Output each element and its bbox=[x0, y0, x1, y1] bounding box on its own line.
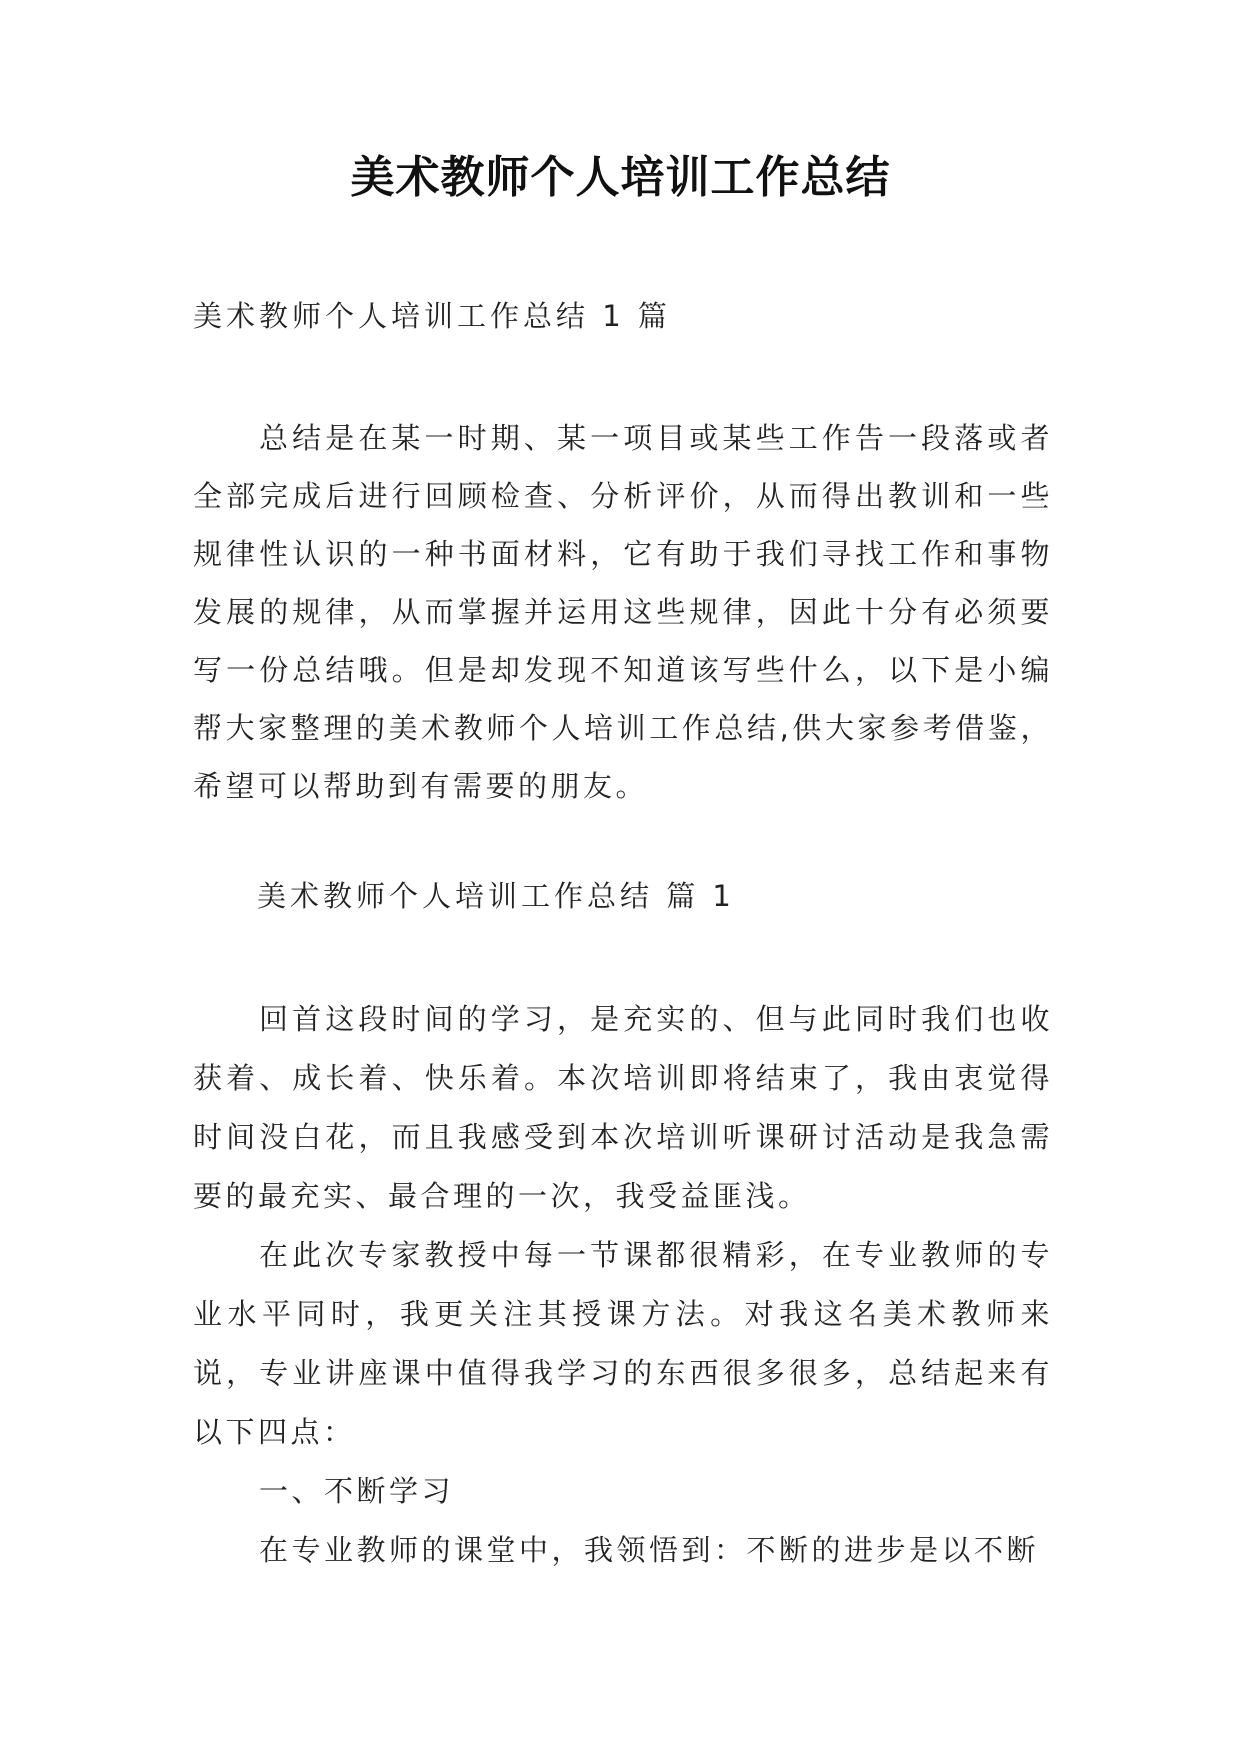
section-body bbox=[193, 990, 1053, 1580]
intro-paragraph: 总结是在某一时期、某一项目或某些工作告一段落或者全部完成后进行回顾检查、分析评价，从而得出教训和一些规律性认识的一种书面材料，它有助于我们寻找工作和事物发展的规律，从而掌握并运用这些规律，因此十分有必须要写一份总结哦。但是却发现不知道该写些什么，以下是小编帮大家整理的美术教师个人培训工作总结,供大家参考借鉴，希望可以帮助到有需要的朋友。 bbox=[193, 421, 1053, 803]
point-heading-continuous-learning: 一、不断学习 bbox=[259, 1474, 455, 1508]
body-paragraph-expert-lessons: 在此次专家教授中每一节课都很精彩，在专业教师的专业水平同时，我更关注其授课方法。对我这名美术教师来说，专业讲座课中值得我学习的东西很多很多，总结起来有以下四点： bbox=[193, 1238, 1053, 1449]
body-paragraph-continuous-learning: 在专业教师的课堂中，我领悟到：不断的进步是以不断 bbox=[259, 1533, 1040, 1567]
document-subtitle: 美术教师个人培训工作总结 1 篇 bbox=[193, 299, 671, 333]
body-paragraph-reflection: 回首这段时间的学习，是充实的、但与此同时我们也收获着、成长着、快乐着。本次培训即将结束了，我由衷觉得时间没白花，而且我感受到本次培训听课研讨活动是我急需要的最充实、最合理的一次，我受益匪浅。 bbox=[193, 1002, 1053, 1213]
document-title: 美术教师个人培训工作总结 bbox=[350, 152, 891, 203]
section-heading: 美术教师个人培训工作总结 篇 1 bbox=[257, 879, 735, 913]
